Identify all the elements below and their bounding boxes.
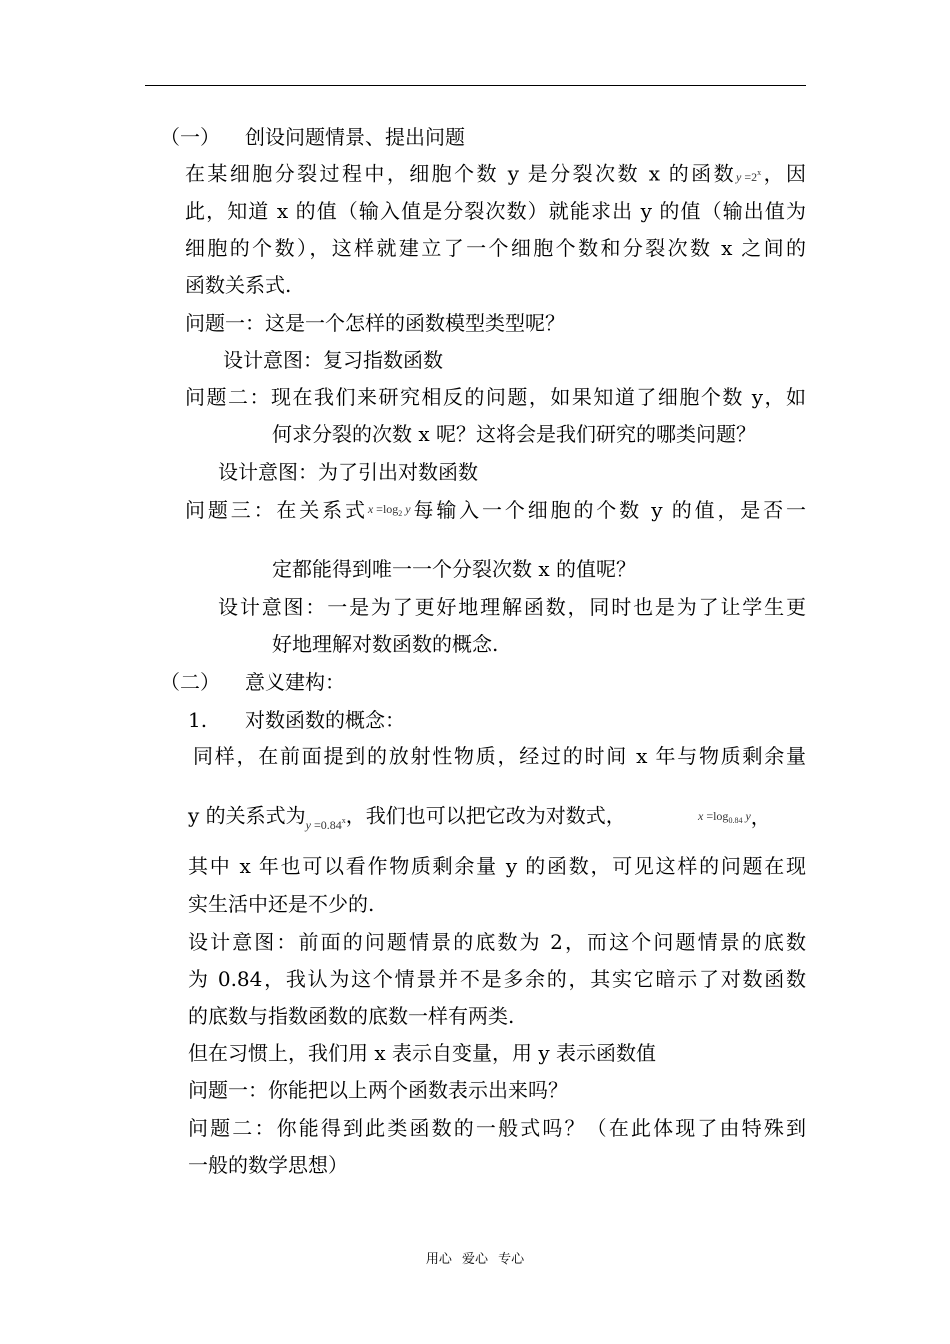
paragraph-2-line-2: y 的关系式为$y =0.84^x$，我们也可以把它改为对数式， bbox=[188, 796, 626, 838]
section-2-number: （二） bbox=[160, 670, 220, 694]
formula-x-equals-log2-y: $x =\log_2$ y bbox=[367, 502, 411, 518]
paragraph-1-line-2: 此，知道 x 的值（输入值是分裂次数）就能求出 y 的值（输出值为 bbox=[185, 199, 806, 223]
question-2-line-2: 何求分裂的次数 x 呢？这将会是我们研究的哪类问题？ bbox=[272, 422, 756, 446]
design-intent-4-line-2: 为 0.84，我认为这个情景并不是多余的，其实它暗示了对数函数 bbox=[188, 967, 806, 991]
header-rule bbox=[145, 85, 806, 86]
design-intent-4-line-3: 的底数与指数函数的底数一样有两类. bbox=[188, 1004, 515, 1028]
paragraph-2-line-4: 实生活中还是不少的. bbox=[188, 892, 375, 916]
question-1: 问题一：这是一个怎样的函数模型类型呢？ bbox=[185, 311, 565, 335]
design-intent-4-line-1: 设计意图：前面的问题情景的底数为 2，而这个问题情景的底数 bbox=[188, 930, 806, 954]
question-3-line-1: 问题三：在关系式$x =\log_2$ y每输入一个细胞的个数 y 的值，是否一 bbox=[185, 496, 806, 527]
design-intent-3-line-1: 设计意图：一是为了更好地理解函数，同时也是为了让学生更 bbox=[218, 595, 806, 619]
question-2-line-1: 问题二：现在我们来研究相反的问题，如果知道了细胞个数 y，如 bbox=[185, 385, 806, 409]
question-3-line-2: 定都能得到唯一一个分裂次数 x 的值呢？ bbox=[272, 557, 636, 581]
paragraph-2-line-1: 同样，在前面提到的放射性物质，经过的时间 x 年与物质剩余量 bbox=[193, 744, 806, 768]
formula-y-equals-0-84-pow-x: $y =0.84^x$ bbox=[305, 816, 346, 832]
design-intent-2: 设计意图：为了引出对数函数 bbox=[218, 460, 478, 484]
question-4: 问题一：你能把以上两个函数表示出来吗？ bbox=[188, 1078, 568, 1102]
paragraph-1-line-3: 细胞的个数），这样就建立了一个细胞个数和分裂次数 x 之间的 bbox=[185, 236, 806, 260]
paragraph-2-line-2-formula-2: $x =\log_{0.84}$ y， bbox=[698, 803, 771, 834]
question-5-line-2: 一般的数学思想） bbox=[188, 1153, 348, 1177]
paragraph-3: 但在习惯上，我们用 x 表示自变量，用 y 表示函数值 bbox=[188, 1041, 657, 1065]
section-2-title: 意义建构： bbox=[245, 670, 345, 694]
question-5-line-1: 问题二：你能得到此类函数的一般式吗？（在此体现了由特殊到 bbox=[188, 1116, 806, 1140]
paragraph-1-line-1: 在某细胞分裂过程中，细胞个数 y 是分裂次数 x 的函数$y =2^x$，因 bbox=[185, 160, 806, 190]
formula-x-equals-log-0-84-y: $x =\log_{0.84}$ y bbox=[698, 809, 751, 825]
item-1-number: 1. bbox=[188, 708, 208, 732]
design-intent-3-line-2: 好地理解对数函数的概念. bbox=[272, 632, 499, 656]
section-1-title: 创设问题情景、提出问题 bbox=[245, 125, 465, 149]
design-intent-1: 设计意图：复习指数函数 bbox=[223, 348, 443, 372]
paragraph-2-line-3: 其中 x 年也可以看作物质剩余量 y 的函数，可见这样的问题在现 bbox=[188, 854, 806, 878]
section-1-number: （一） bbox=[160, 125, 220, 149]
paragraph-1-line-4: 函数关系式. bbox=[185, 273, 292, 297]
page-footer: 用心 爱心 专心 bbox=[425, 1252, 525, 1267]
item-1-title: 对数函数的概念： bbox=[245, 708, 405, 732]
formula-y-equals-2-pow-x: $y =2^x$ bbox=[736, 168, 762, 184]
